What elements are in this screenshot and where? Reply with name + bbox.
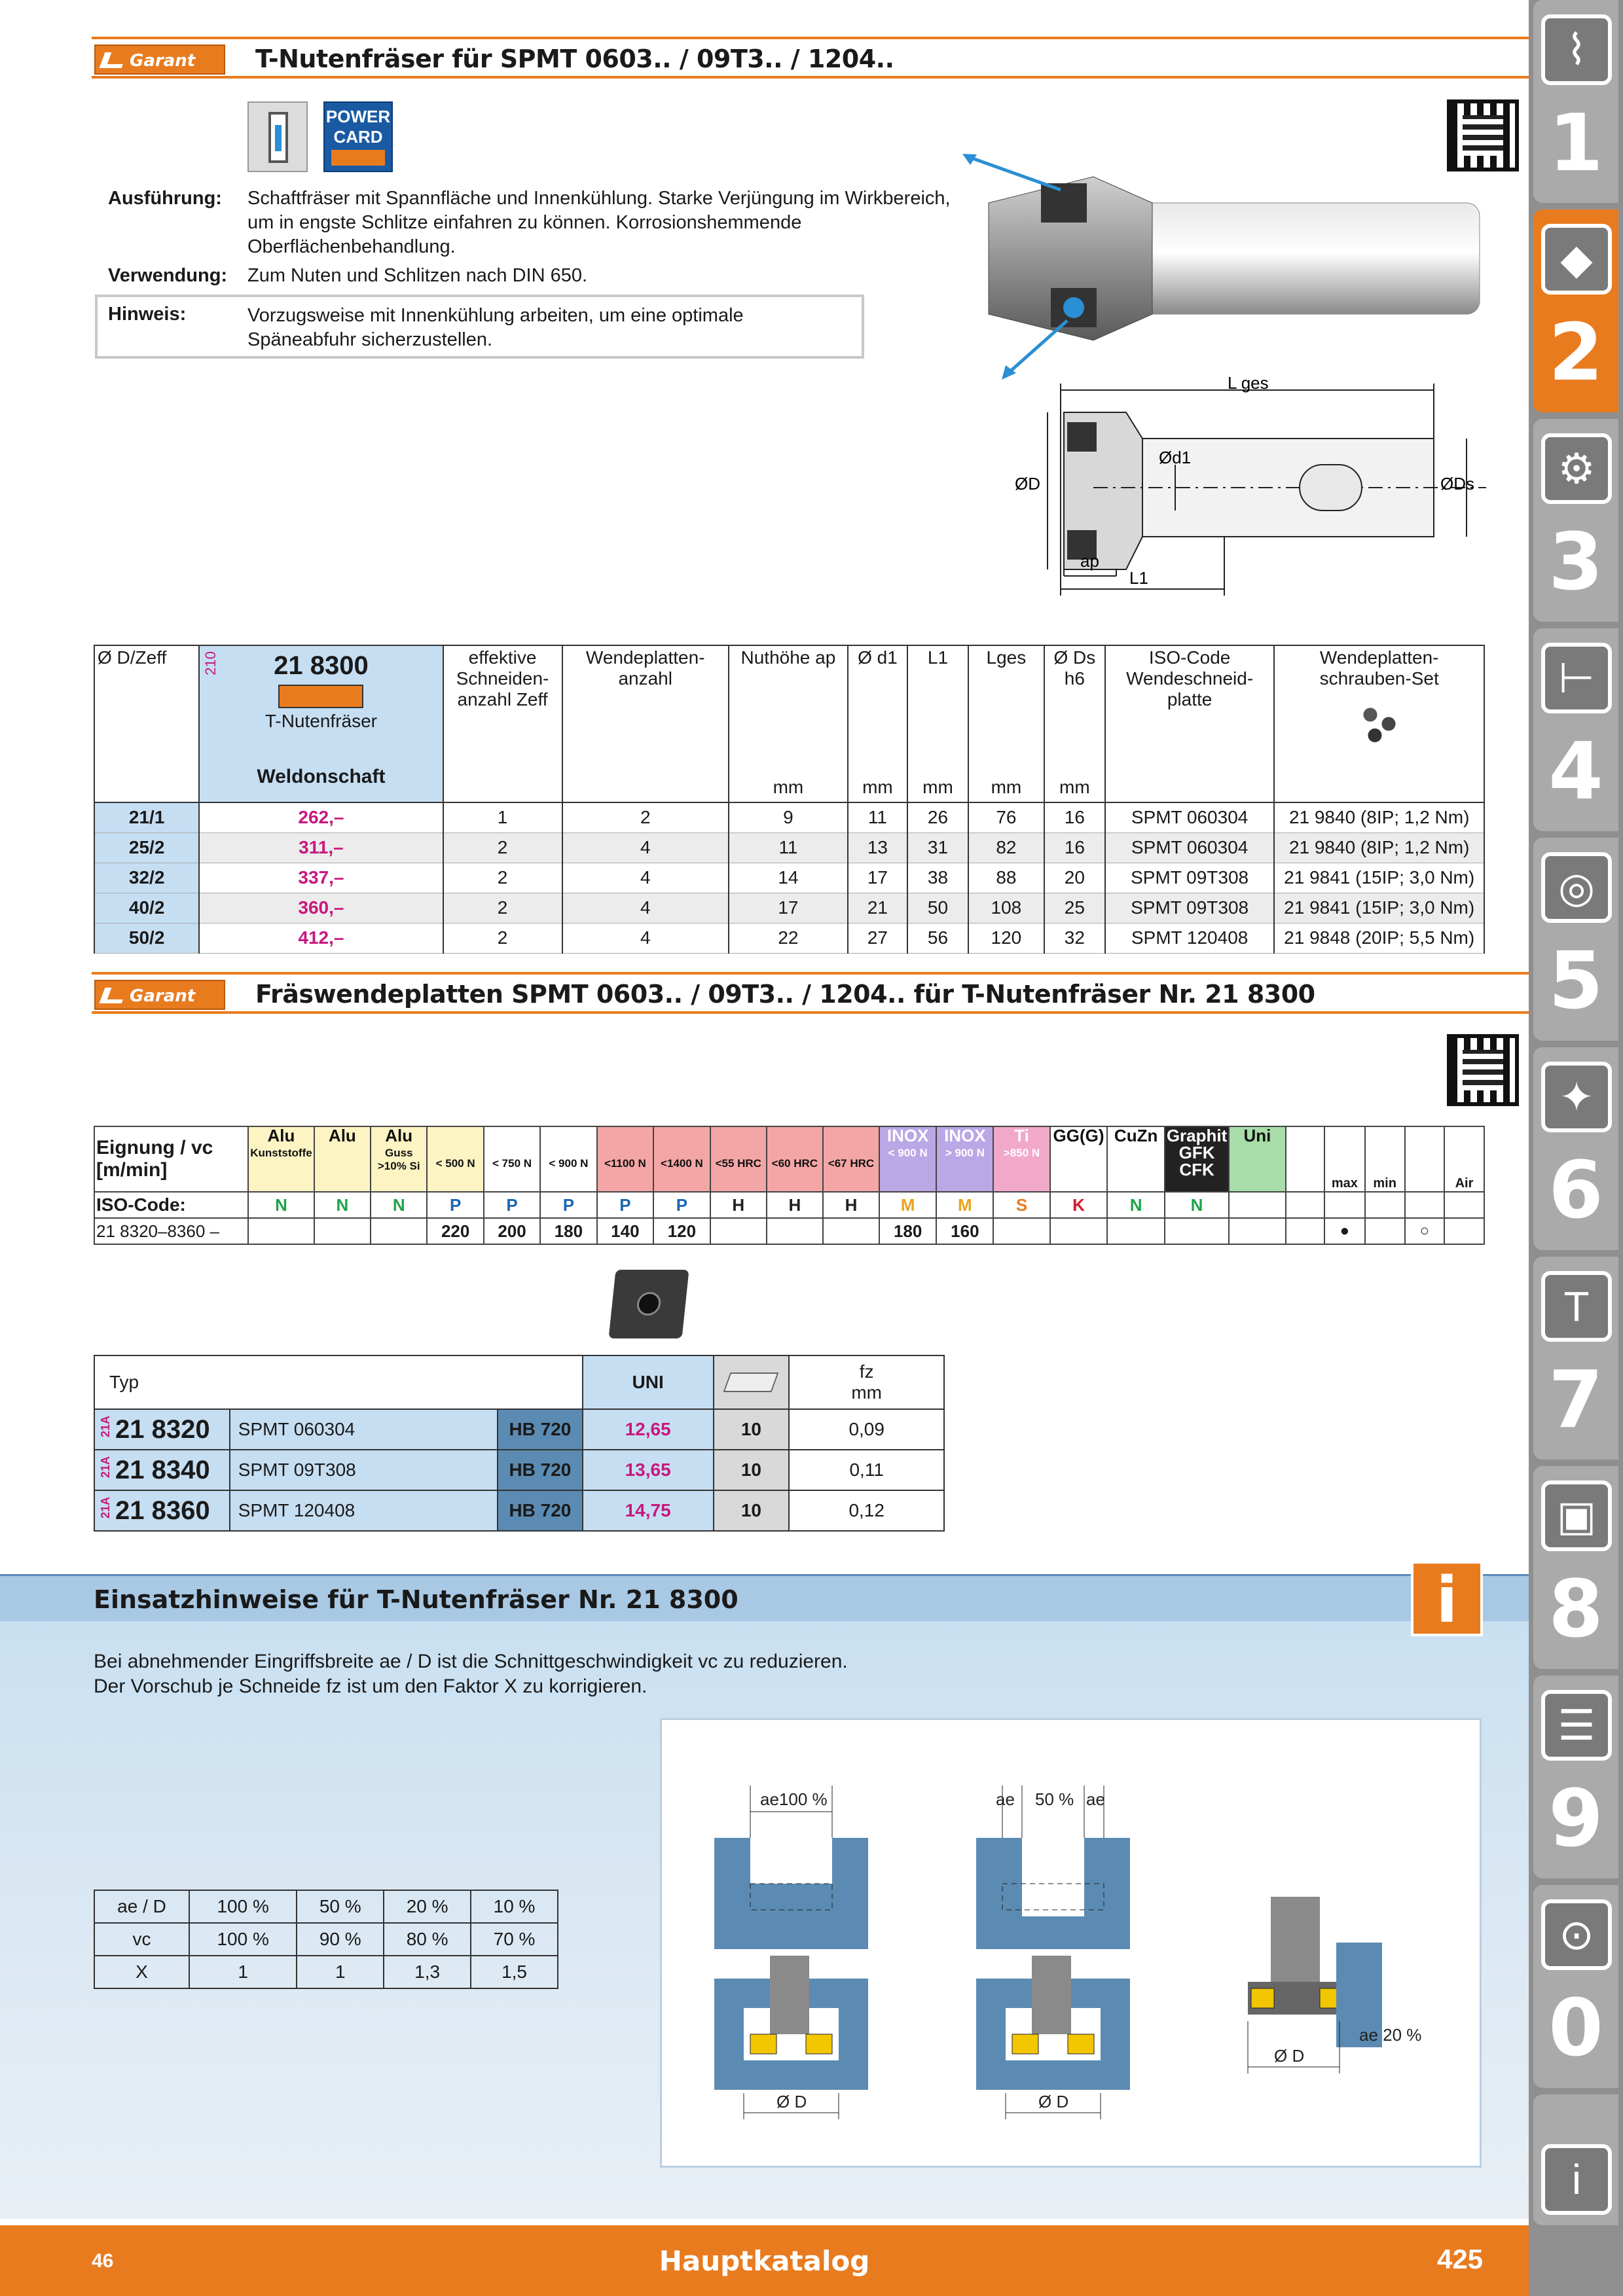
iso-cell: K (1050, 1192, 1108, 1218)
material-col: < 900 N (540, 1126, 596, 1192)
col-dz: Ø D/Zeff (94, 645, 199, 802)
vc-cell (248, 1218, 314, 1244)
info-text (94, 1649, 848, 1699)
dim-ds: ØDs (1440, 474, 1474, 493)
iso-cell: P (540, 1192, 596, 1218)
coolant-iso-cell (1286, 1192, 1325, 1218)
vc-cell (767, 1218, 823, 1244)
info-icon: i (1541, 2144, 1612, 2215)
coolant-col (1405, 1126, 1444, 1192)
iso-cell: N (314, 1192, 371, 1218)
material-col: Alu (314, 1126, 371, 1192)
iso-cell: M (936, 1192, 993, 1218)
col-d1: Ø d1 mm (848, 645, 907, 802)
material-col: Alu Guss >10% Si (371, 1126, 427, 1192)
dim-d: ØD (1015, 474, 1040, 493)
hinweis-label: Hinweis: (108, 304, 187, 325)
coolant-col (1286, 1126, 1325, 1192)
vc-cell (823, 1218, 879, 1244)
vc-cell (710, 1218, 767, 1244)
col-pack (714, 1355, 790, 1409)
section-header-inserts (92, 972, 1529, 1014)
d2-percent: 50 % (1035, 1789, 1074, 1809)
material-col: < 500 N (427, 1126, 483, 1192)
col-typ: Typ (94, 1355, 583, 1409)
material-col: Graphit GFK CFK (1165, 1126, 1229, 1192)
d1-top-label: ae100 % (760, 1789, 828, 1809)
iso-cell: N (1107, 1192, 1164, 1218)
iso-cell: H (823, 1192, 879, 1218)
iso-code-label: ISO-Code: (94, 1192, 248, 1218)
col-ap: Nuthöhe ap mm (729, 645, 848, 802)
table-row: ae / D 100 % 50 % 20 % 10 % (94, 1890, 558, 1923)
tab-chapter-7[interactable]: T 7 (1533, 1257, 1618, 1460)
saw-blade-icon: ◎ (1541, 852, 1612, 923)
d2-ae-left: ae (996, 1789, 1015, 1809)
coolant-col: Air (1444, 1126, 1484, 1192)
iso-cell: P (484, 1192, 540, 1218)
vc-cell: 180 (879, 1218, 936, 1244)
vc-cell (1107, 1218, 1164, 1244)
iso-cell: S (993, 1192, 1049, 1218)
garant-logo: Garant (94, 980, 225, 1010)
internal-coolant-icon (247, 101, 308, 172)
vc-cell (371, 1218, 427, 1244)
dim-lges: L ges (1228, 373, 1269, 393)
article-name: T-Nutenfräser (264, 711, 377, 731)
ausfuehrung-text: Schaftfräser mit Spannfläche und Innenkühlung. Starke Verjüngung im Wirkbereich, um in engste Schlitze einfahren zu können. Korrosionshemmende Oberflächenbehandlung. (247, 188, 951, 257)
col-l1: L1 mm (907, 645, 968, 802)
footer-page-left: 46 (92, 2250, 114, 2272)
iso-cell: N (1165, 1192, 1229, 1218)
table-row: 40/2 360,– 2 4 17 21 50 108 25 SPMT 09T308 21 9841 (15IP; 3,0 Nm) (94, 893, 1484, 923)
hinweis-text: Vorzugsweise mit Innenkühlung arbeiten, um eine optimale Späneabfuhr sicherzustellen. (247, 305, 744, 350)
insert-table (94, 1355, 945, 1532)
material-col: <1400 N (653, 1126, 710, 1192)
table-row: 21/1 262,– 1 2 9 11 26 76 16 SPMT 060304 21 9840 (8IP; 1,2 Nm) (94, 802, 1484, 833)
info-line-1: Bei abnehmender Eingriffsbreite ae / D ist die Schnittgeschwindigkeit vc zu reduzieren. (94, 1651, 848, 1672)
col-lges: Lges mm (968, 645, 1044, 802)
coolant-mark: ● (1324, 1218, 1364, 1244)
col-fz: fz mm (789, 1355, 944, 1409)
coolant-mark: ○ (1405, 1218, 1444, 1244)
garant-logo-small (278, 685, 363, 708)
power-card-badge: POWER CARD (323, 101, 393, 172)
material-col: Uni (1229, 1126, 1285, 1192)
material-col: <60 HRC (767, 1126, 823, 1192)
drill-icon: ⌇ (1541, 14, 1612, 85)
tab-chapter-1[interactable]: ⌇ 1 (1533, 0, 1618, 203)
table-row: 21A 21 8340 SPMT 09T308 HB 720 13,65 10 0,11 (94, 1450, 944, 1490)
tap-icon: ⚙ (1541, 433, 1612, 504)
suitability-table (94, 1126, 1485, 1245)
col-article: 210 21 8300 T-Nutenfräser Weldonschaft (199, 645, 443, 802)
coolant-iso-cell (1444, 1192, 1484, 1218)
vc-cell: 220 (427, 1218, 483, 1244)
tab-chapter-9[interactable]: ☰ 9 (1533, 1676, 1618, 1878)
dim-ap: ap (1080, 551, 1099, 571)
table-row: vc 100 % 90 % 80 % 70 % (94, 1923, 558, 1956)
col-iso: ISO-Code Wendeschneid-platte (1105, 645, 1275, 802)
insert-photo (608, 1270, 689, 1338)
d3-diameter-label: Ø D (1274, 2046, 1305, 2066)
iso-cell: N (248, 1192, 314, 1218)
table-row: 25/2 311,– 2 4 11 13 31 82 16 SPMT 060304 21 9840 (8IP; 1,2 Nm) (94, 833, 1484, 863)
vc-cell (314, 1218, 371, 1244)
hammer-icon: T (1541, 1271, 1612, 1342)
info-badge: i (1411, 1561, 1483, 1636)
wrench-icon: ✦ (1541, 1062, 1612, 1132)
tab-chapter-4[interactable]: ⊢ 4 (1533, 628, 1618, 831)
safety-glasses-icon: ⊙ (1541, 1899, 1612, 1970)
footer (0, 2225, 1529, 2296)
material-col: INOX < 900 N (879, 1126, 936, 1192)
material-col: INOX > 900 N (936, 1126, 993, 1192)
material-col: Alu Kunststoffe (248, 1126, 314, 1192)
d3-ae-label: ae 20 % (1359, 2025, 1422, 2045)
table-row: 21A 21 8360 SPMT 120408 HB 720 14,75 10 0,12 (94, 1490, 944, 1531)
verwendung-label: Verwendung: (108, 265, 228, 286)
iso-cell: N (371, 1192, 427, 1218)
section-header-cutters (92, 37, 1529, 79)
vc-cell: 140 (597, 1218, 654, 1244)
iso-cell: H (710, 1192, 767, 1218)
tab-chapter-8[interactable]: ▣ 8 (1533, 1466, 1618, 1669)
vc-cell: 160 (936, 1218, 993, 1244)
col-uni: UNI (583, 1355, 714, 1409)
section-title: Fräswendeplatten SPMT 0603.. / 09T3.. / 1204.. für T-Nutenfräser Nr. 21 8300 (255, 980, 1315, 1009)
iso-cell: P (427, 1192, 483, 1218)
col-plates: Wendeplatten-anzahl (562, 645, 729, 802)
vc-cell (1229, 1218, 1285, 1244)
material-col: <67 HRC (823, 1126, 879, 1192)
engagement-diagrams (660, 1718, 1482, 2168)
ae-d-table (94, 1890, 558, 1989)
d2-diameter-label: Ø D (1038, 2092, 1069, 2111)
coolant-iso-cell (1405, 1192, 1444, 1218)
qr-code-inserts[interactable] (1447, 1034, 1519, 1106)
table-row: 32/2 337,– 2 4 14 17 38 88 20 SPMT 09T308 21 9841 (15IP; 3,0 Nm) (94, 863, 1484, 893)
ausfuehrung-label: Ausführung: (108, 188, 222, 209)
footer-page-right: 425 (1437, 2244, 1484, 2274)
d1-diameter-label: Ø D (776, 2092, 807, 2111)
coolant-iso-cell (1365, 1192, 1405, 1218)
dim-l1: L1 (1129, 568, 1148, 588)
tab-chapter-0[interactable]: ⊙ 0 (1533, 1885, 1618, 2088)
table-row: 50/2 412,– 2 4 22 27 56 120 32 SPMT 120408 21 9848 (20IP; 5,5 Nm) (94, 923, 1484, 953)
hinweis-box (95, 295, 864, 359)
caliper-icon: ⊢ (1541, 643, 1612, 713)
table-row: X 1 1 1,3 1,5 (94, 1956, 558, 1988)
coolant-col: max (1324, 1126, 1364, 1192)
article-range-label: 21 8320–8360 – (94, 1218, 248, 1244)
article-number: 21 8300 (274, 651, 369, 680)
article-shank: Weldonschaft (257, 766, 386, 787)
iso-cell: P (597, 1192, 654, 1218)
coolant-mark (1286, 1218, 1325, 1244)
garant-logo: Garant (94, 45, 225, 75)
material-col: GG(G) (1050, 1126, 1108, 1192)
coolant-iso-cell (1324, 1192, 1364, 1218)
cabinet-icon: ☰ (1541, 1690, 1612, 1761)
insert-icon: ◆ (1541, 224, 1612, 295)
info-line-2: Der Vorschub je Schneide fz ist um den Faktor X zu korrigieren. (94, 1676, 647, 1697)
iso-cell (1229, 1192, 1285, 1218)
vc-cell: 180 (540, 1218, 596, 1244)
vc-cell (1165, 1218, 1229, 1244)
material-col: Ti >850 N (993, 1126, 1049, 1192)
iso-cell: H (767, 1192, 823, 1218)
tab-chapter-info[interactable] (1533, 2094, 1618, 2225)
suitability-label: Eignung / vc [m/min] (94, 1126, 248, 1192)
tab-chapter-6[interactable]: ✦ 6 (1533, 1047, 1618, 1250)
col-zeff: effektive Schneiden-anzahl Zeff (443, 645, 562, 802)
vc-cell (1050, 1218, 1108, 1244)
vc-cell: 120 (653, 1218, 710, 1244)
col-screws: Wendeplatten-schrauben-Set (1274, 645, 1484, 802)
info-header (0, 1574, 1529, 1621)
pack-quantity-icon (723, 1372, 779, 1392)
material-col: CuZn (1107, 1126, 1164, 1192)
material-col: < 750 N (484, 1126, 540, 1192)
toolbox-icon: ▣ (1541, 1480, 1612, 1551)
footer-title: Hauptkatalog (659, 2245, 870, 2277)
tab-chapter-2[interactable]: ◆ 2 (1533, 209, 1618, 412)
col-ds: Ø Ds h6 mm (1044, 645, 1105, 802)
screw-set-icon (1357, 701, 1402, 747)
iso-cell: P (653, 1192, 710, 1218)
iso-cell: M (879, 1192, 936, 1218)
tab-chapter-5[interactable]: ◎ 5 (1533, 838, 1618, 1041)
coolant-mark (1365, 1218, 1405, 1244)
d2-ae-right: ae (1086, 1789, 1105, 1809)
verwendung-text: Zum Nuten und Schlitzen nach DIN 650. (247, 265, 588, 286)
dim-d1: Ød1 (1159, 448, 1192, 467)
vc-cell (993, 1218, 1049, 1244)
coolant-mark (1444, 1218, 1484, 1244)
tab-chapter-3[interactable]: ⚙ 3 (1533, 419, 1618, 622)
info-title: Einsatzhinweise für T-Nutenfräser Nr. 21 8300 (94, 1585, 739, 1614)
vc-cell: 200 (484, 1218, 540, 1244)
technical-drawing (1015, 373, 1499, 602)
cutter-table (94, 645, 1485, 954)
section-title: T-Nutenfräser für SPMT 0603.. / 09T3.. / 1204.. (255, 45, 894, 73)
table-row: 21A 21 8320 SPMT 060304 HB 720 12,65 10 0,09 (94, 1409, 944, 1450)
coolant-col: min (1365, 1126, 1405, 1192)
material-col: <55 HRC (710, 1126, 767, 1192)
product-photo (962, 151, 1486, 386)
material-col: <1100 N (597, 1126, 654, 1192)
